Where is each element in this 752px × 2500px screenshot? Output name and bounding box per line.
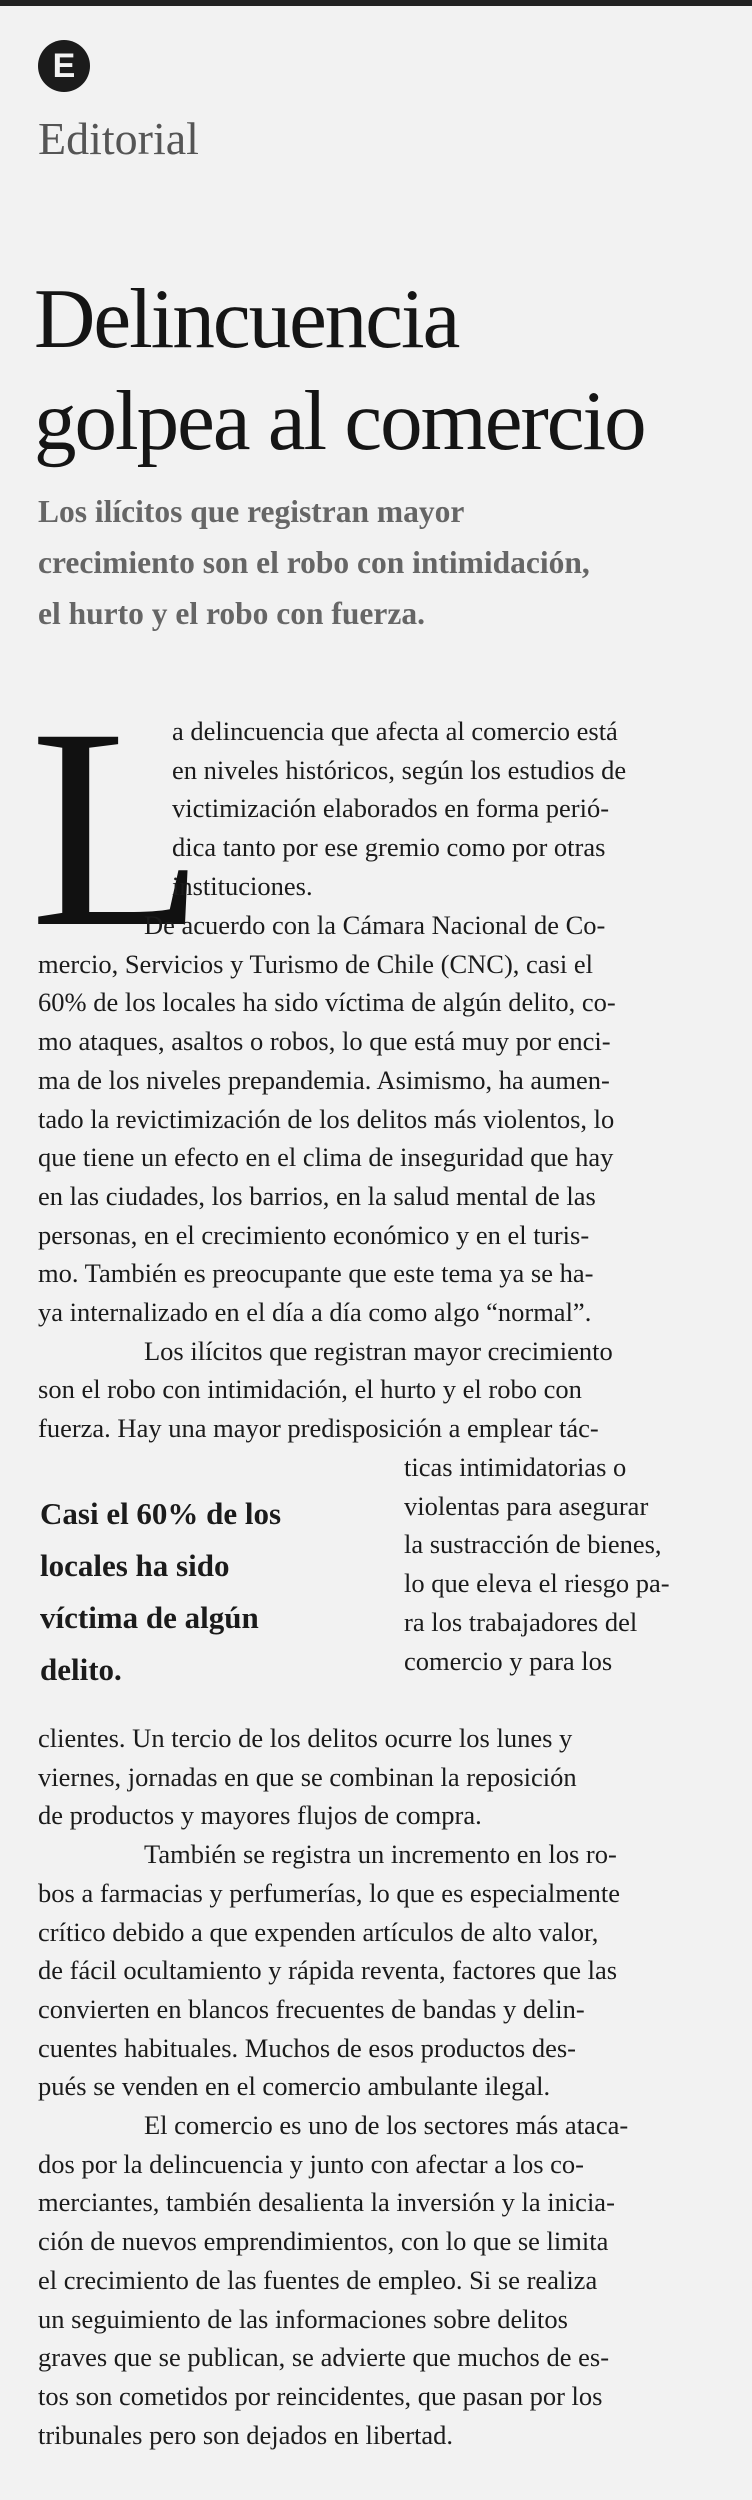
text-line: el crecimiento de las fuentes de empleo. Si se realiza (38, 2264, 598, 2295)
text-line: ticas intimidatorias o (404, 1452, 627, 1482)
text-line: mercio, Servicios y Turismo de Chile (CNC), casi el (38, 948, 593, 979)
text-line: graves que se publican, se advierte que muchos de es- (38, 2342, 610, 2373)
text-line: merciantes, también desalienta la inversión y la inicia- (38, 2187, 615, 2218)
text-line: De acuerdo con la Cámara Nacional de Co- (144, 910, 606, 940)
wrap-column (404, 1448, 734, 1680)
text-line: crítico debido a que expenden artículos de alto valor, (38, 1916, 599, 1947)
text-line: mo. También es preocupante que este tema ya se ha- (38, 1258, 594, 1289)
text-line: ma de los niveles prepandemia. Asimismo, ha aumen- (38, 1064, 610, 1095)
deck-line: Los ilícitos que registran mayor (38, 494, 465, 529)
text-line: la sustracción de bienes, (404, 1529, 662, 1560)
top-rule (0, 0, 752, 6)
section-badge-icon: E (38, 40, 90, 92)
text-line: violentas para asegurar (404, 1490, 649, 1521)
text-line: tado la revictimización de los delitos más violentos, lo (38, 1103, 615, 1134)
text-line: clientes. Un tercio de los delitos ocurre los lunes y (38, 1723, 573, 1753)
text-line: También se registra un incremento en los ro- (144, 1839, 617, 1870)
text-line: viernes, jornadas en que se combinan la reposición (38, 1761, 577, 1792)
text-line: dica tanto por ese gremio como por otras (172, 832, 606, 863)
text-line: ción de nuevos emprendimientos, con lo que se limita (38, 2226, 609, 2257)
text-line: victimización elaborados en forma perió- (172, 793, 610, 824)
text-line: lo que eleva el riesgo pa- (404, 1568, 670, 1599)
headline-line: Delincuencia (34, 272, 459, 366)
deck (38, 486, 728, 639)
text-line: ya internalizado en el día a día como algo “normal”. (38, 1297, 592, 1328)
headline (34, 268, 734, 472)
text-line: instituciones. (172, 870, 313, 901)
text-line: 60% de los locales ha sido víctima de algún delito, co- (38, 987, 616, 1018)
text-line: en las ciudades, los barrios, en la salud mental de las (38, 1180, 596, 1211)
deck-line: crecimiento son el robo con intimidación, (38, 545, 590, 580)
pull-quote-line: Casi el 60% de los (40, 1496, 282, 1531)
text-line: mo ataques, asaltos o robos, lo que está muy por enci- (38, 1026, 611, 1057)
text-line: personas, en el crecimiento económico y en el turis- (38, 1219, 590, 1250)
section-label: Editorial (38, 113, 199, 164)
text-line: tos son cometidos por reincidentes, que pasan por los (38, 2380, 603, 2411)
text-line: de fácil ocultamiento y rápida reventa, factores que las (38, 1955, 618, 1986)
text-line: son el robo con intimidación, el hurto y el robo con (38, 1374, 582, 1405)
lead-paragraph (172, 712, 732, 906)
deck-line: el hurto y el robo con fuerza. (38, 596, 425, 631)
text-line: dos por la delincuencia y junto con afectar a los co- (38, 2148, 584, 2179)
pull-quote-line: locales ha sido (40, 1548, 230, 1583)
body-paragraphs (38, 906, 738, 1448)
pull-quote-line: delito. (40, 1652, 122, 1687)
pull-quote (40, 1488, 380, 1696)
pull-quote-line: víctima de algún (40, 1600, 259, 1635)
text-line: Los ilícitos que registran mayor crecimiento (144, 1335, 613, 1366)
drop-cap: L (30, 669, 199, 986)
text-line: pués se venden en el comercio ambulante ilegal. (38, 2071, 551, 2102)
text-line: tribunales pero son dejados en libertad. (38, 2419, 454, 2450)
text-line: un seguimiento de las informaciones sobre delitos (38, 2303, 568, 2334)
text-line: que tiene un efecto en el clima de inseguridad que hay (38, 1142, 614, 1173)
headline-line: golpea al comercio (34, 374, 645, 468)
text-line: fuerza. Hay una mayor predisposición a emplear tác- (38, 1413, 599, 1444)
text-line: comercio y para los (404, 1645, 613, 1676)
body-paragraphs-continued (38, 1719, 738, 2454)
text-line: de productos y mayores flujos de compra. (38, 1800, 482, 1831)
text-line: en niveles históricos, según los estudios de (172, 754, 627, 785)
text-line: bos a farmacias y perfumerías, lo que es especialmente (38, 1877, 621, 1908)
text-line: a delincuencia que afecta al comercio está (172, 716, 618, 746)
text-line: El comercio es uno de los sectores más ataca- (144, 2110, 629, 2141)
text-line: ra los trabajadores del (404, 1606, 638, 1637)
text-line: convierten en blancos frecuentes de bandas y delin- (38, 1993, 585, 2024)
text-line: cuentes habituales. Muchos de esos productos des- (38, 2032, 576, 2063)
